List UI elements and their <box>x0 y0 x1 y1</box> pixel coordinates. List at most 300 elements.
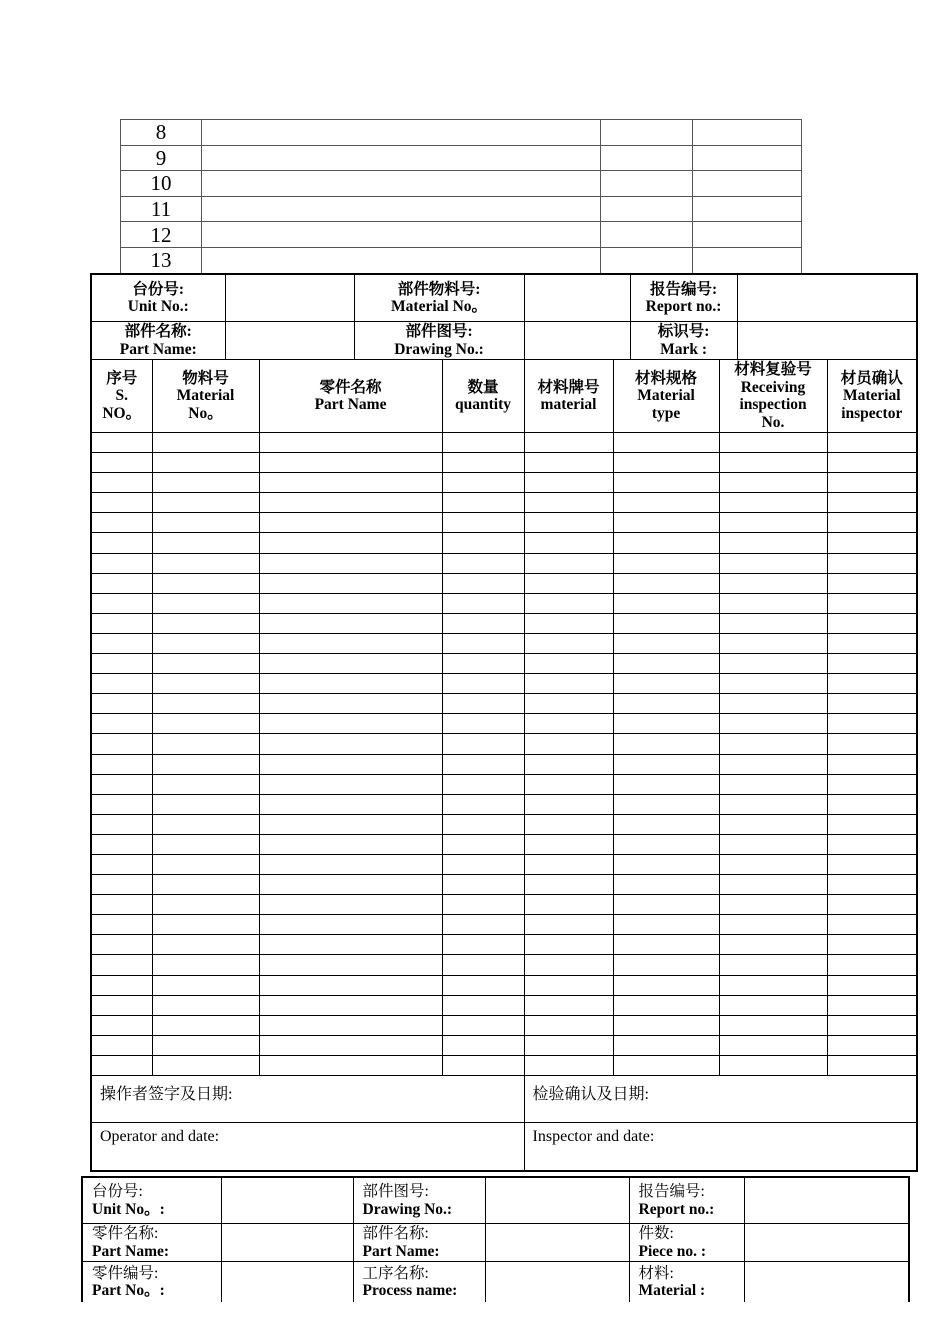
table-cell[interactable] <box>719 734 827 754</box>
bottom-report-no-value[interactable] <box>744 1177 909 1224</box>
table-cell[interactable] <box>91 754 152 774</box>
table-cell[interactable] <box>827 834 917 854</box>
table-row <box>91 975 917 995</box>
table-cell[interactable] <box>827 1035 917 1055</box>
table-cell[interactable] <box>827 1055 917 1075</box>
table-cell[interactable] <box>613 1015 719 1035</box>
material-no-value[interactable] <box>524 274 630 322</box>
table-cell[interactable] <box>91 875 152 895</box>
table-cell[interactable] <box>442 714 524 734</box>
table-cell[interactable] <box>524 995 613 1015</box>
table-cell[interactable] <box>719 754 827 774</box>
table-cell[interactable] <box>827 613 917 633</box>
table-cell[interactable] <box>719 1055 827 1075</box>
table-cell[interactable] <box>524 814 613 834</box>
table-cell[interactable] <box>91 654 152 674</box>
table-cell[interactable] <box>152 895 259 915</box>
table-cell[interactable] <box>259 453 442 473</box>
table-cell[interactable] <box>827 714 917 734</box>
table-cell[interactable] <box>827 493 917 513</box>
table-cell[interactable] <box>442 935 524 955</box>
table-cell[interactable] <box>152 613 259 633</box>
table-cell[interactable] <box>152 1035 259 1055</box>
table-cell[interactable] <box>827 1015 917 1035</box>
table-cell[interactable] <box>442 1015 524 1035</box>
table-cell[interactable] <box>613 895 719 915</box>
table-cell[interactable] <box>259 654 442 674</box>
table-cell[interactable] <box>152 573 259 593</box>
table-cell[interactable] <box>613 754 719 774</box>
table-cell[interactable] <box>91 1015 152 1035</box>
table-cell[interactable] <box>719 794 827 814</box>
table-cell[interactable] <box>152 674 259 694</box>
numbered-row-cell[interactable] <box>202 171 601 197</box>
table-cell[interactable] <box>719 694 827 714</box>
table-cell[interactable] <box>524 895 613 915</box>
table-cell[interactable] <box>442 975 524 995</box>
table-cell[interactable] <box>613 814 719 834</box>
bottom-part-no-value[interactable] <box>221 1262 353 1303</box>
table-cell[interactable] <box>152 533 259 553</box>
table-cell[interactable] <box>259 734 442 754</box>
table-row <box>91 875 917 895</box>
table-cell[interactable] <box>259 1015 442 1035</box>
table-cell[interactable] <box>827 995 917 1015</box>
table-cell[interactable] <box>259 955 442 975</box>
table-cell[interactable] <box>259 613 442 633</box>
table-cell[interactable] <box>442 613 524 633</box>
table-cell[interactable] <box>91 1055 152 1075</box>
report-no-label: 报告编号: Report no.: <box>630 274 737 322</box>
table-cell[interactable] <box>719 774 827 794</box>
table-cell[interactable] <box>442 453 524 473</box>
table-cell[interactable] <box>91 593 152 613</box>
table-cell[interactable] <box>259 513 442 533</box>
table-cell[interactable] <box>91 834 152 854</box>
table-cell[interactable] <box>524 573 613 593</box>
table-cell[interactable] <box>259 1035 442 1055</box>
table-cell[interactable] <box>827 533 917 553</box>
table-cell[interactable] <box>613 1035 719 1055</box>
table-cell[interactable] <box>524 453 613 473</box>
table-cell[interactable] <box>719 834 827 854</box>
table-cell[interactable] <box>827 473 917 493</box>
table-cell[interactable] <box>524 754 613 774</box>
table-cell[interactable] <box>259 875 442 895</box>
table-cell[interactable] <box>719 875 827 895</box>
bottom-piece-no-value[interactable] <box>744 1224 909 1262</box>
table-cell[interactable] <box>442 915 524 935</box>
table-cell[interactable] <box>719 674 827 694</box>
table-cell[interactable] <box>524 593 613 613</box>
bottom-process-name-value[interactable] <box>485 1262 629 1303</box>
table-cell[interactable] <box>827 453 917 473</box>
table-cell[interactable] <box>91 995 152 1015</box>
table-cell[interactable] <box>613 513 719 533</box>
table-cell[interactable] <box>152 654 259 674</box>
table-cell[interactable] <box>827 674 917 694</box>
table-cell[interactable] <box>442 794 524 814</box>
table-cell[interactable] <box>827 975 917 995</box>
numbered-row-cell[interactable] <box>202 247 601 273</box>
table-cell[interactable] <box>827 754 917 774</box>
table-cell[interactable] <box>827 573 917 593</box>
table-cell[interactable] <box>259 754 442 774</box>
table-cell[interactable] <box>719 935 827 955</box>
table-cell[interactable] <box>613 473 719 493</box>
table-cell[interactable] <box>91 573 152 593</box>
table-cell[interactable] <box>91 1035 152 1055</box>
table-cell[interactable] <box>259 493 442 513</box>
table-cell[interactable] <box>259 935 442 955</box>
table-cell[interactable] <box>91 694 152 714</box>
table-cell[interactable] <box>442 1035 524 1055</box>
table-cell[interactable] <box>613 734 719 754</box>
numbered-row-cell[interactable] <box>693 171 802 197</box>
table-cell[interactable] <box>613 453 719 473</box>
part-name-value[interactable] <box>225 322 354 360</box>
table-cell[interactable] <box>719 1015 827 1035</box>
numbered-row-cell[interactable] <box>601 196 693 222</box>
numbered-row-cell[interactable] <box>693 196 802 222</box>
table-cell[interactable] <box>719 714 827 734</box>
table-cell[interactable] <box>91 794 152 814</box>
numbered-row-cell[interactable] <box>601 247 693 273</box>
table-cell[interactable] <box>152 453 259 473</box>
table-cell[interactable] <box>152 814 259 834</box>
numbered-row-cell[interactable] <box>601 171 693 197</box>
table-cell[interactable] <box>524 633 613 653</box>
table-cell[interactable] <box>719 433 827 453</box>
table-cell[interactable] <box>719 654 827 674</box>
table-cell[interactable] <box>442 633 524 653</box>
table-cell[interactable] <box>827 433 917 453</box>
table-cell[interactable] <box>259 473 442 493</box>
table-cell[interactable] <box>91 493 152 513</box>
table-cell[interactable] <box>827 915 917 935</box>
numbered-row-cell[interactable] <box>202 222 601 248</box>
table-cell[interactable] <box>524 533 613 553</box>
table-cell[interactable] <box>152 1015 259 1035</box>
table-cell[interactable] <box>91 633 152 653</box>
table-cell[interactable] <box>152 473 259 493</box>
table-cell[interactable] <box>152 1055 259 1075</box>
operator-date-cell[interactable]: Operator and date: <box>91 1123 524 1172</box>
table-cell[interactable] <box>259 975 442 995</box>
table-cell[interactable] <box>613 995 719 1015</box>
table-cell[interactable] <box>827 794 917 814</box>
table-cell[interactable] <box>524 473 613 493</box>
table-cell[interactable] <box>524 613 613 633</box>
table-cell[interactable] <box>152 995 259 1015</box>
table-cell[interactable] <box>719 895 827 915</box>
table-cell[interactable] <box>827 935 917 955</box>
table-cell[interactable] <box>719 553 827 573</box>
table-cell[interactable] <box>91 533 152 553</box>
table-cell[interactable] <box>827 654 917 674</box>
table-cell[interactable] <box>524 915 613 935</box>
table-cell[interactable] <box>613 955 719 975</box>
table-cell[interactable] <box>91 915 152 935</box>
table-cell[interactable] <box>442 895 524 915</box>
table-cell[interactable] <box>91 975 152 995</box>
table-cell[interactable] <box>259 433 442 453</box>
table-cell[interactable] <box>442 774 524 794</box>
table-cell[interactable] <box>442 754 524 774</box>
table-cell[interactable] <box>152 935 259 955</box>
table-cell[interactable] <box>152 433 259 453</box>
numbered-row-cell[interactable] <box>693 247 802 273</box>
table-cell[interactable] <box>613 794 719 814</box>
numbered-row-cell[interactable] <box>693 222 802 248</box>
table-cell[interactable] <box>613 854 719 874</box>
numbered-row-cell[interactable] <box>601 222 693 248</box>
table-cell[interactable] <box>91 433 152 453</box>
table-cell[interactable] <box>719 473 827 493</box>
bottom-drawing-no-value[interactable] <box>485 1177 629 1224</box>
table-cell[interactable] <box>259 553 442 573</box>
table-cell[interactable] <box>827 593 917 613</box>
table-cell[interactable] <box>613 875 719 895</box>
table-cell[interactable] <box>91 674 152 694</box>
table-cell[interactable] <box>719 533 827 553</box>
table-cell[interactable] <box>613 694 719 714</box>
table-cell[interactable] <box>524 674 613 694</box>
table-cell[interactable] <box>152 955 259 975</box>
table-cell[interactable] <box>613 593 719 613</box>
table-cell[interactable] <box>442 955 524 975</box>
table-cell[interactable] <box>442 513 524 533</box>
table-cell[interactable] <box>152 734 259 754</box>
table-cell[interactable] <box>91 814 152 834</box>
table-cell[interactable] <box>524 794 613 814</box>
table-cell[interactable] <box>524 513 613 533</box>
table-cell[interactable] <box>152 754 259 774</box>
table-cell[interactable] <box>442 814 524 834</box>
table-cell[interactable] <box>259 814 442 834</box>
table-cell[interactable] <box>613 674 719 694</box>
table-cell[interactable] <box>524 1055 613 1075</box>
material-no-label: 部件物料号: Material No。 <box>354 274 524 322</box>
table-cell[interactable] <box>719 955 827 975</box>
inspection-confirm-cell[interactable]: 检验确认及日期: <box>524 1076 917 1123</box>
table-cell[interactable] <box>442 854 524 874</box>
table-cell[interactable] <box>524 654 613 674</box>
table-cell[interactable] <box>524 1015 613 1035</box>
table-cell[interactable] <box>524 1035 613 1055</box>
table-cell[interactable] <box>152 593 259 613</box>
bottom-unit-no-value[interactable] <box>221 1177 353 1224</box>
table-cell[interactable] <box>442 654 524 674</box>
table-cell[interactable] <box>91 553 152 573</box>
table-cell[interactable] <box>152 854 259 874</box>
table-cell[interactable] <box>613 935 719 955</box>
table-cell[interactable] <box>442 553 524 573</box>
table-cell[interactable] <box>524 935 613 955</box>
table-cell[interactable] <box>442 493 524 513</box>
numbered-row-cell[interactable] <box>693 120 802 146</box>
table-cell[interactable] <box>613 714 719 734</box>
table-cell[interactable] <box>442 995 524 1015</box>
numbered-row-cell[interactable] <box>601 120 693 146</box>
table-cell[interactable] <box>91 955 152 975</box>
table-cell[interactable] <box>152 694 259 714</box>
table-cell[interactable] <box>613 975 719 995</box>
drawing-no-value[interactable] <box>524 322 630 360</box>
table-cell[interactable] <box>152 915 259 935</box>
table-cell[interactable] <box>827 955 917 975</box>
table-cell[interactable] <box>524 834 613 854</box>
mark-value[interactable] <box>737 322 917 360</box>
table-cell[interactable] <box>613 493 719 513</box>
table-cell[interactable] <box>524 734 613 754</box>
table-cell[interactable] <box>259 633 442 653</box>
table-cell[interactable] <box>259 774 442 794</box>
table-cell[interactable] <box>524 854 613 874</box>
table-cell[interactable] <box>827 854 917 874</box>
table-cell[interactable] <box>91 513 152 533</box>
table-cell[interactable] <box>719 573 827 593</box>
numbered-row-cell[interactable] <box>601 145 693 171</box>
table-cell[interactable] <box>152 633 259 653</box>
table-cell[interactable] <box>259 674 442 694</box>
table-cell[interactable] <box>719 633 827 653</box>
table-cell[interactable] <box>152 975 259 995</box>
table-cell[interactable] <box>259 895 442 915</box>
numbered-row <box>121 120 802 146</box>
table-cell[interactable] <box>442 433 524 453</box>
table-cell[interactable] <box>91 613 152 633</box>
table-cell[interactable] <box>613 774 719 794</box>
table-cell[interactable] <box>524 714 613 734</box>
table-cell[interactable] <box>719 995 827 1015</box>
table-cell[interactable] <box>152 794 259 814</box>
table-cell[interactable] <box>524 875 613 895</box>
table-cell[interactable] <box>259 573 442 593</box>
table-cell[interactable] <box>259 794 442 814</box>
table-cell[interactable] <box>719 453 827 473</box>
numbered-row-cell[interactable] <box>693 145 802 171</box>
table-cell[interactable] <box>827 694 917 714</box>
table-cell[interactable] <box>91 774 152 794</box>
table-cell[interactable] <box>259 915 442 935</box>
table-cell[interactable] <box>613 915 719 935</box>
table-cell[interactable] <box>442 533 524 553</box>
table-cell[interactable] <box>827 774 917 794</box>
table-cell[interactable] <box>524 975 613 995</box>
table-cell[interactable] <box>259 854 442 874</box>
table-cell[interactable] <box>152 834 259 854</box>
table-cell[interactable] <box>827 513 917 533</box>
numbered-row-cell[interactable] <box>202 145 601 171</box>
bottom-part-name-value[interactable] <box>221 1224 353 1262</box>
table-cell[interactable] <box>827 553 917 573</box>
table-cell[interactable] <box>719 613 827 633</box>
table-cell[interactable] <box>91 453 152 473</box>
table-cell[interactable] <box>719 1035 827 1055</box>
table-cell[interactable] <box>91 935 152 955</box>
table-cell[interactable] <box>719 915 827 935</box>
table-cell[interactable] <box>827 895 917 915</box>
table-cell[interactable] <box>442 875 524 895</box>
table-cell[interactable] <box>152 553 259 573</box>
table-cell[interactable] <box>259 834 442 854</box>
table-cell[interactable] <box>91 895 152 915</box>
table-cell[interactable] <box>524 433 613 453</box>
table-cell[interactable] <box>442 573 524 593</box>
table-cell[interactable] <box>524 694 613 714</box>
table-cell[interactable] <box>259 533 442 553</box>
table-cell[interactable] <box>613 654 719 674</box>
numbered-row-cell[interactable] <box>202 120 601 146</box>
table-cell[interactable] <box>442 674 524 694</box>
table-cell[interactable] <box>524 493 613 513</box>
table-cell[interactable] <box>442 593 524 613</box>
table-cell[interactable] <box>719 493 827 513</box>
table-cell[interactable] <box>613 613 719 633</box>
table-cell[interactable] <box>152 774 259 794</box>
table-cell[interactable] <box>613 573 719 593</box>
table-cell[interactable] <box>613 1055 719 1075</box>
table-cell[interactable] <box>91 854 152 874</box>
table-cell[interactable] <box>91 473 152 493</box>
table-cell[interactable] <box>442 734 524 754</box>
table-cell[interactable] <box>827 734 917 754</box>
table-row <box>91 473 917 493</box>
operator-signature-cell[interactable]: 操作者签字及日期: <box>91 1076 524 1123</box>
table-cell[interactable] <box>719 593 827 613</box>
table-cell[interactable] <box>91 734 152 754</box>
bottom-component-name-value[interactable] <box>485 1224 629 1262</box>
table-cell[interactable] <box>613 433 719 453</box>
table-cell[interactable] <box>524 553 613 573</box>
table-cell[interactable] <box>613 553 719 573</box>
table-cell[interactable] <box>442 473 524 493</box>
table-cell[interactable] <box>827 633 917 653</box>
table-cell[interactable] <box>719 975 827 995</box>
table-cell[interactable] <box>719 854 827 874</box>
table-cell[interactable] <box>152 875 259 895</box>
table-cell[interactable] <box>259 995 442 1015</box>
table-cell[interactable] <box>719 814 827 834</box>
inspector-date-cell[interactable]: Inspector and date: <box>524 1123 917 1172</box>
table-cell[interactable] <box>442 1055 524 1075</box>
table-cell[interactable] <box>827 814 917 834</box>
table-cell[interactable] <box>613 633 719 653</box>
table-cell[interactable] <box>259 593 442 613</box>
table-cell[interactable] <box>442 834 524 854</box>
numbered-row-cell[interactable] <box>202 196 601 222</box>
table-cell[interactable] <box>152 513 259 533</box>
table-cell[interactable] <box>719 513 827 533</box>
table-cell[interactable] <box>91 714 152 734</box>
table-cell[interactable] <box>152 493 259 513</box>
table-cell[interactable] <box>442 694 524 714</box>
table-cell[interactable] <box>613 533 719 553</box>
unit-no-value[interactable] <box>225 274 354 322</box>
table-cell[interactable] <box>827 875 917 895</box>
table-cell[interactable] <box>259 1055 442 1075</box>
report-no-value[interactable] <box>737 274 917 322</box>
table-row <box>91 955 917 975</box>
bottom-material-value[interactable] <box>744 1262 909 1303</box>
table-cell[interactable] <box>152 714 259 734</box>
table-cell[interactable] <box>524 955 613 975</box>
table-cell[interactable] <box>613 834 719 854</box>
table-cell[interactable] <box>259 714 442 734</box>
table-cell[interactable] <box>524 774 613 794</box>
table-cell[interactable] <box>259 694 442 714</box>
